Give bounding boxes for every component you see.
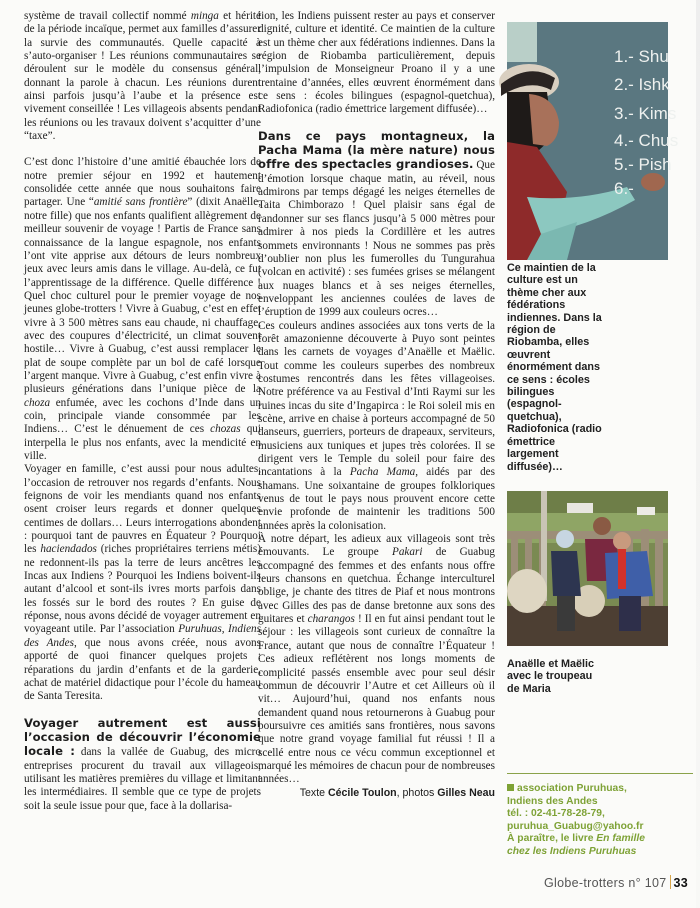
text: Que d’émotion lorsque chaque matin, au réveil, nous admirons par temps dégagé les neiges éternelles de Taita Chimborazo ! Quel plaisir sans égal de randonner sur ses flancs jusqu’à 5 000 mètres pour admirer à nos pieds la Cordillère et les autres sommets environnants ! Nous ne sommes pas près d’oublier non plus les fumerolles du Tungurahua (volcan en activité) : ses fumées grises se mélangent aux nuages blancs et à ses neiges éternelles, enveloppant les anciennes coulées de laves de l’éruption de 1999 aux couleurs ocres… (258, 159, 495, 319)
text: , aidés par des shamans. Une soixantaine de groupes folkloriques venus de tout le pays nous prouvent encore cette envie profonde de maintenir les traditions 500 années après la colonisation. (258, 466, 495, 532)
board-line: 1.- Shu (614, 47, 669, 66)
italic-term: Pacha Mama (349, 466, 416, 479)
book-announcement (507, 833, 693, 846)
paragraph (24, 156, 261, 463)
board-line: 4.- Chus (614, 131, 679, 150)
text: À notre départ, les adieux aux villageois sont très émouvants. Le groupe (258, 533, 495, 559)
page-footer (544, 875, 688, 890)
text: enfumée, avec les cochons d’Inde dans un coin, principale viande consommée par les Indiens… C’est le dénuement de ces (24, 396, 261, 436)
magazine-issue: Globe-trotters n° 107 (544, 876, 667, 890)
paragraph (258, 130, 495, 320)
text: dans la vallée de Guabug, des micro entreprises procurent du travail aux villageois, utilisant les matières premières du village et limitant les intermédiaires. Il semble que ce type de projets soit la seule issue pour que, face à la dollarisa- (24, 746, 261, 812)
board-line: 6.- (614, 179, 634, 198)
photo-caption-teacher: Ce maintien de la culture est un thème cher aux fédérations indiennes. Dans la région de Riobamba, elles œuvrent énormément dans ce sens : écoles bilingues (espagnol-quetchua), Radiofonica (radio émettrice largement diffusée)… (507, 262, 602, 473)
text: tion, les Indiens puissent rester au pays et conserver dignité, culture et identité. Ce maintien de la culture est un thème cher aux fédérations indiennes. Dans la région de Riobamba particulièrement, depuis l’impulsion de Monseigneur Proano il y a une trentaine d’années, elles œuvrent énormément dans ce sens : écoles bilingues (espagnol-quetchua), Radiofonica (radio émettrice largement diffusée)… (258, 10, 495, 116)
italic-term: choza (24, 396, 51, 409)
paragraph (24, 717, 261, 813)
book-title: En famille (596, 833, 645, 845)
italic-term: chozas (210, 423, 241, 436)
text: qui interpella le plus nos enfants, avec la mendicité en ville. (24, 423, 261, 462)
text: ! Il en fut ainsi pendant tout le séjour : les villageois sont curieux de connaître la France, autant que nous de connaître l’Équateur ! Ces adieux reflétèrent nos longs moments de complicité passés ensemble avec pour seul désir commun de découvrir l’Autre et cet Ailleurs où il vit… Aujourd’hui, quand nos enfants nous demandent quand nous retournerons à Guabug pour poursuivre ces amitiés sans frontières, nous savons que notre grand voyage familial fut réussi ! Il a scellé entre nous ce vécu commun exceptionnel et marqué les mémoires de chacun pour de nombreuses années… (258, 613, 495, 786)
text: , que nous avons créée, nous avons apporté de quoi financer quelques projets : réparations du jardin d’enfants et de la garderie, achat de matériel didactique pour l’école du hameau de Santa Teresita. (24, 636, 261, 703)
photo-teacher-chalkboard (507, 22, 679, 260)
lead-in-heading: Dans ce pays montagneux, la Pacha Mama (la mère nature) nous offre des spectacles grandioses. (258, 128, 495, 172)
photo-children-sheep (507, 491, 668, 646)
email-address[interactable]: puruhua_Guabug@yahoo.fr (507, 820, 644, 832)
book-title: chez les Indiens Puruhuas (507, 845, 637, 857)
italic-term: minga (190, 10, 219, 22)
italic-term: charangos (307, 613, 355, 626)
text: Ces couleurs andines associées aux tons verts de la forêt amazonienne découverte à Puyo sont peintes dans les carnets de voyages d’Anaëlle et Maëlic. Tout comme les couleurs superbes des nombreux costumes rencontrés dans les fêtes villageoises. Notre préférence va au Festival d’Inti Raymi sur les ruines incas du site d’Ingapirca : le Roi soleil mis en scène, arrive en chaise à porteurs accompagné de 50 danseurs, guerriers, porteurs de drapeaux, serviteurs, musiciens aux tuniques et jupes très colorées. Il se dirigent vers le Temple du soleil pour faire des incantations à la (258, 319, 495, 479)
italic-term: amitié sans frontière (93, 196, 188, 209)
article-column-2 (258, 10, 495, 800)
italic-term: Pakari (392, 546, 423, 559)
book-announcement-cont (507, 846, 693, 859)
text: et hérité de la période incaïque, permet aux familles d’assurer la survie des communautés. Quelle capacité à s’auto-organiser ! Les réunions communautaires se déroulent sur le modèle du consensus général, donnant la parole à chacun. Les réunions durent ainsi parfois jusqu’à l’aube et la présence est vivement conseillée ! Les villageois absents pendant les réunions ou les travaux doivent s’acquitter d’une “taxe”. (24, 10, 261, 143)
divider (670, 875, 671, 889)
text: À paraître, le livre (507, 833, 597, 845)
italic-term: haciendados (40, 543, 97, 556)
board-line: 5.- Pish (614, 155, 672, 174)
byline (258, 787, 495, 800)
phone-number: tél. : 02-41-78-28-79, (507, 808, 605, 820)
board-line: 3.- Kims (614, 104, 677, 123)
paragraph (258, 533, 495, 787)
paragraph (24, 463, 261, 703)
board-line: 2.- Ishk (614, 75, 670, 94)
text: système de travail collectif nommé (24, 10, 191, 22)
paragraph (258, 10, 495, 117)
paragraph (258, 320, 495, 534)
author-name: Cécile Toulon (327, 786, 397, 799)
bullet-square-icon (507, 784, 514, 791)
page-edge (696, 0, 700, 908)
italic-term: Puruhuas, Indiens des Andes (24, 623, 261, 649)
teacher-photo-illustration (507, 22, 679, 260)
photo-caption-children: Anaëlle et Maëlic avec le troupeau de Maria (507, 658, 595, 695)
text: (riches propriétaires terriens métis) ne redonnent-ils pas la terre de leurs ancêtres les Incas aux Indiens ? Pourquoi les Indiens boivent-ils autant d’alcool et sont-ils ivres morts parfois dans les fossés sur le bord des routes ? En guise de réponse, nous avons décidé de voyager autrement en voyageant utile. Par l’association (24, 543, 261, 636)
association-info-box (507, 773, 693, 859)
children-photo-illustration (507, 491, 668, 646)
photographer-name: Gilles Neau (437, 786, 495, 799)
page-number: 33 (673, 876, 688, 890)
lead-in-heading: Voyager autrement est aussi l’occasion de découvrir l’économie locale : (24, 715, 261, 759)
credit-label: Texte (299, 786, 328, 799)
association-subtitle: Indiens des Andes (507, 795, 598, 807)
credit-label: , photos (396, 786, 438, 799)
paragraph (24, 10, 261, 143)
info-line (507, 783, 693, 796)
association-name: association Puruhuas, (517, 783, 627, 794)
text: C’est donc l’histoire d’une amitié ébauchée lors de notre premier séjour en 1992 et hautement consolidée cette année que nous souhaitons faire partager. Une “ (24, 156, 261, 209)
article-column-1 (24, 10, 261, 813)
text: Voyager en famille, c’est aussi pour nous adultes, l’occasion de retrouver nos regards d’enfants. Nous feignons de voir les mendiants quand nos enfants osent croiser leurs regards et donner quelques centimes de dollars… Leurs interrogations abondent : pourquoi tant de pauvres en Équateur ? Pourquoi les (24, 463, 261, 556)
text: de Guabug accompagné des femmes et des enfants nous offre leurs chansons en quetchua. Échange interculturel oblige, je chante des titres de Piaf et nous montrons avec Gilles des pas de danse bretonne aux sons des guitares et (258, 546, 496, 626)
text: ” (dixit Anaëlle, notre fille) que nos enfants qualifient allègrement de meilleur souvenir de voyage ! Partis de France sans connaissance de la langue espagnole, nos enfants l’ont vite apprise aux détours de leurs nombreux jeux avec leurs amis dans le village. Au-delà, ce fut l’apprentissage de la différence. Quelle différence ! Quel choc culturel pour le premier voyage de nos jeunes globe-trotters ! Vivre à Guabug, c’est en effet vivre à 3 500 mètres sans eau chaude, ni chauffage, avec des coupures d’électricité, un climat souvent hostile… Vivre à Guabug, c’est aussi remplacer le plat de soupe complète par un bol de café lorsque l’argent manque. Vivre à Guabug, c’est enfin vivre à plusieurs générations dans l’unique pièce de la (24, 196, 261, 396)
